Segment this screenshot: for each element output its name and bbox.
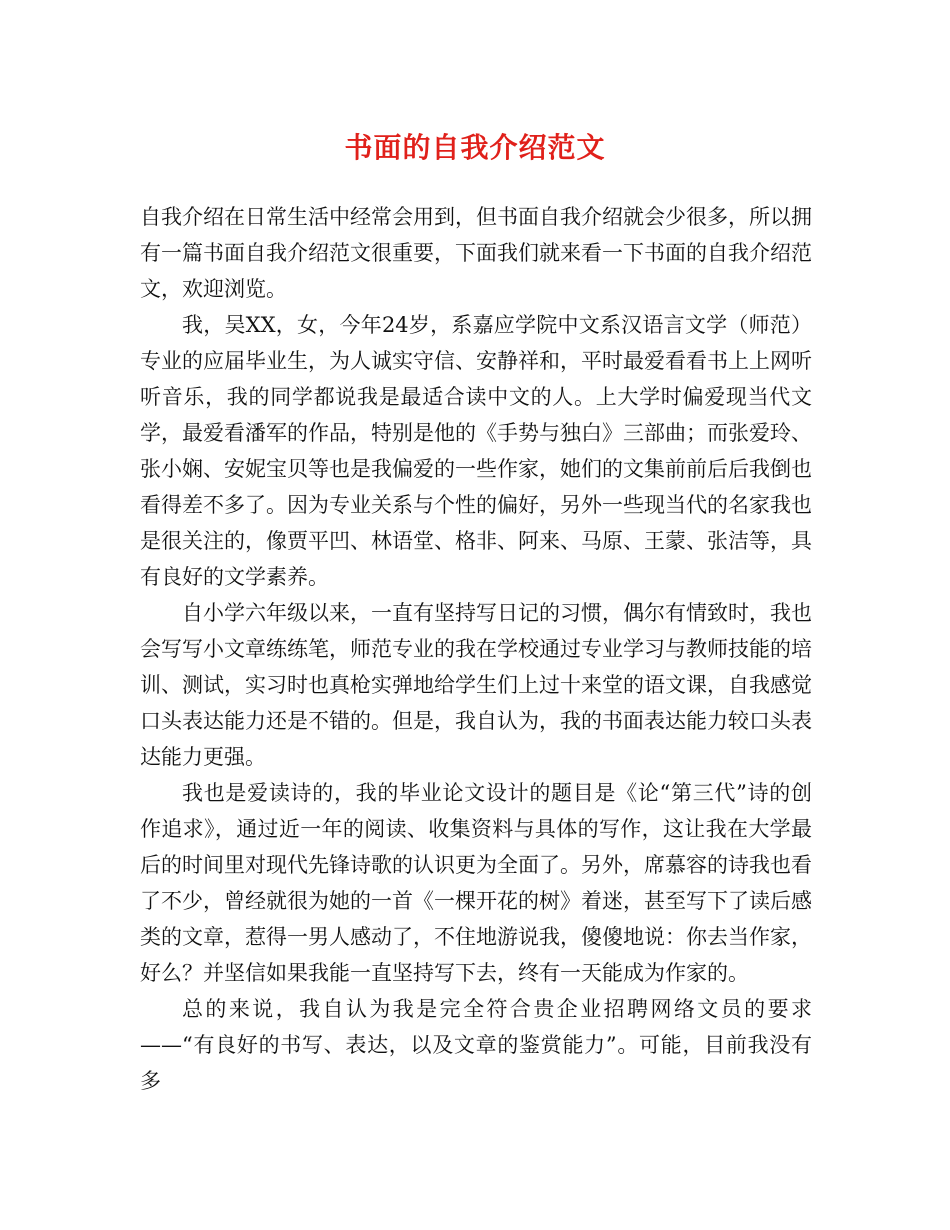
paragraph-intro: 自我介绍在日常生活中经常会用到，但书面自我介绍就会少很多，所以拥有一篇书面自我介绍范文很重要，下面我们就来看一下书面的自我介绍范文，欢迎浏览。 [140,205,812,301]
paragraph-writing-skills: 自小学六年级以来，一直有坚持写日记的习惯，偶尔有情致时，我也会写写小文章练练笔，师范专业的我在学校通过专业学习与教师技能的培训、测试，实习时也真枪实弹地给学生们上过十来堂的语文课，自我感觉口头表达能力还是不错的。但是，我自认为，我的书面表达能力较口头表达能力更强。 [140,601,812,769]
paragraph-poetry: 我也是爱读诗的，我的毕业论文设计的题目是《论“第三代”诗的创作追求》，通过近一年的阅读、收集资料与具体的写作，这让我在大学最后的时间里对现代先锋诗歌的认识更为全面了。另外，席慕容的诗我也看了不少，曾经就很为她的一首《一棵开花的树》着迷，甚至写下了读后感类的文章，惹得一男人感动了，不住地游说我，傻傻地说：你去当作家，好么？并坚信如果我能一直坚持写下去，终有一天能成为作家的。 [140,781,812,985]
document-title: 书面的自我介绍范文 [344,131,606,164]
paragraph-background: 我，吴XX，女，今年24岁，系嘉应学院中文系汉语言文学（师范）专业的应届毕业生，为人诚实守信、安静祥和，平时最爱看看书上上网听听音乐，我的同学都说我是最适合读中文的人。上大学时偏爱现当代文学，最爱看潘军的作品，特别是他的《手势与独白》三部曲；而张爱玲、张小娴、安妮宝贝等也是我偏爱的一些作家，她们的文集前前后后我倒也看得差不多了。因为专业关系与个性的偏好，另外一些现当代的名家我也是很关注的，像贾平凹、林语堂、格非、阿来、马原、王蒙、张洁等，具有良好的文学素养。 [140,313,812,589]
paragraph-summary: 总的来说，我自认为我是完全符合贵企业招聘网络文员的要求——“有良好的书写、表达，以及文章的鉴赏能力”。可能，目前我没有多 [140,997,812,1093]
document-body [140,199,812,1099]
